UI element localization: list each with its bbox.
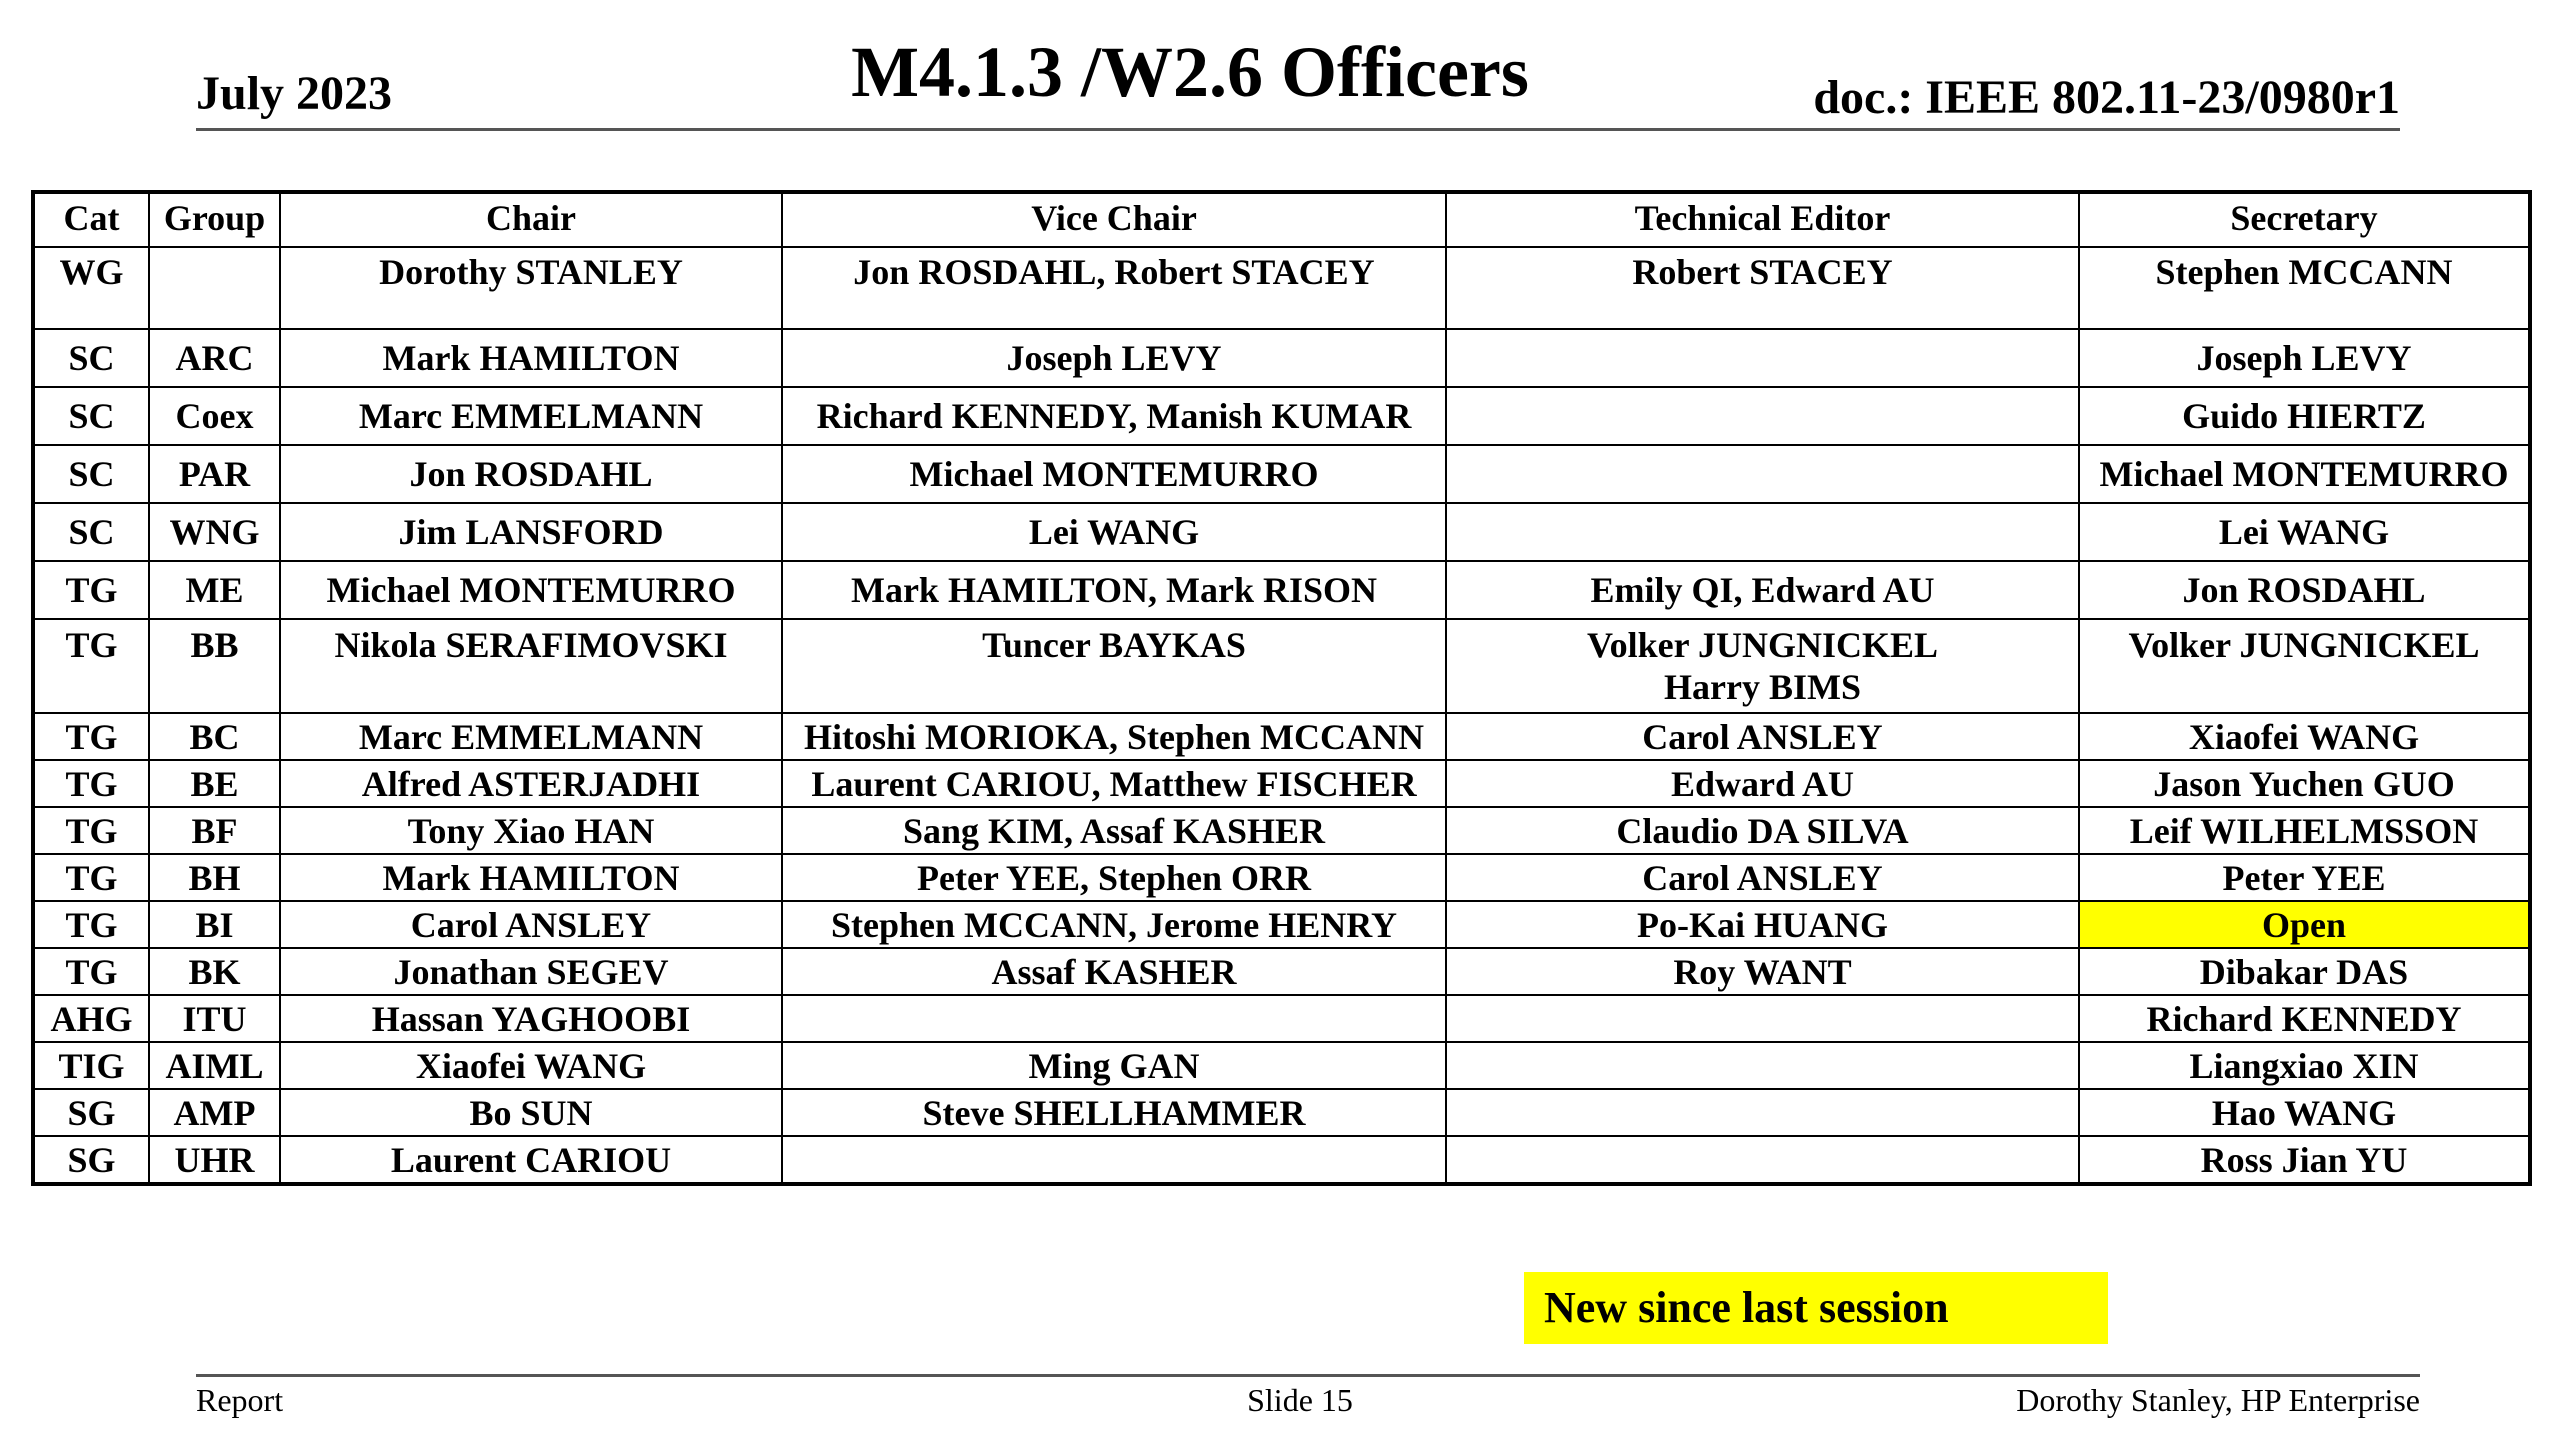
cell-vice-chair: Steve SHELLHAMMER [782,1089,1446,1136]
cell-group: BF [149,807,280,854]
table-row [33,329,2530,387]
cell-chair: Bo SUN [280,1089,782,1136]
cell-cat: SC [33,387,149,445]
table-row [33,387,2530,445]
cell-group: BE [149,760,280,807]
cell-chair: Hassan YAGHOOBI [280,995,782,1042]
table-row [33,1136,2530,1184]
cell-group: Coex [149,387,280,445]
header-divider [196,128,2400,131]
table-row [33,561,2530,619]
cell-vice-chair: Laurent CARIOU, Matthew FISCHER [782,760,1446,807]
cell-group: AMP [149,1089,280,1136]
cell-technical-editor [1446,1089,2079,1136]
cell-technical-editor [1446,1136,2079,1184]
cell-vice-chair [782,1136,1446,1184]
cell-technical-editor: Robert STACEY [1446,247,2079,329]
table-row [33,807,2530,854]
cell-cat: TG [33,854,149,901]
table-row [33,901,2530,948]
cell-vice-chair: Tuncer BAYKAS [782,619,1446,713]
cell-cat: TG [33,561,149,619]
cell-technical-editor: Carol ANSLEY [1446,854,2079,901]
cell-cat: TG [33,619,149,713]
cell-cat: TIG [33,1042,149,1089]
footer-slide-number: Slide 15 [1247,1382,1353,1418]
table-row [33,247,2530,329]
cell-chair: Michael MONTEMURRO [280,561,782,619]
cell-group [149,247,280,329]
table-row [33,995,2530,1042]
cell-vice-chair: Sang KIM, Assaf KASHER [782,807,1446,854]
cell-vice-chair: Jon ROSDAHL, Robert STACEY [782,247,1446,329]
cell-chair: Jim LANSFORD [280,503,782,561]
cell-technical-editor: Edward AU [1446,760,2079,807]
cell-technical-editor: Carol ANSLEY [1446,713,2079,760]
cell-secretary-open: Open [2079,901,2530,948]
cell-chair: Nikola SERAFIMOVSKI [280,619,782,713]
table-header-row [33,192,2530,247]
column-header-group: Group [149,192,280,247]
column-header-technical-editor: Technical Editor [1446,192,2079,247]
cell-group: BI [149,901,280,948]
cell-cat: AHG [33,995,149,1042]
cell-technical-editor [1446,995,2079,1042]
cell-cat: SC [33,445,149,503]
cell-chair: Jon ROSDAHL [280,445,782,503]
cell-group: BK [149,948,280,995]
cell-chair: Jonathan SEGEV [280,948,782,995]
cell-secretary: Peter YEE [2079,854,2530,901]
cell-chair: Marc EMMELMANN [280,713,782,760]
cell-chair: Tony Xiao HAN [280,807,782,854]
cell-secretary: Joseph LEVY [2079,329,2530,387]
cell-chair: Mark HAMILTON [280,329,782,387]
cell-technical-editor: Roy WANT [1446,948,2079,995]
cell-vice-chair: Peter YEE, Stephen ORR [782,854,1446,901]
cell-cat: SC [33,329,149,387]
cell-secretary: Jason Yuchen GUO [2079,760,2530,807]
footer-author: Dorothy Stanley, HP Enterprise [2016,1382,2420,1418]
cell-group: UHR [149,1136,280,1184]
cell-group: BC [149,713,280,760]
cell-technical-editor: Emily QI, Edward AU [1446,561,2079,619]
cell-vice-chair: Assaf KASHER [782,948,1446,995]
cell-secretary: Leif WILHELMSSON [2079,807,2530,854]
table-row [33,713,2530,760]
column-header-vice-chair: Vice Chair [782,192,1446,247]
cell-chair: Marc EMMELMANN [280,387,782,445]
cell-technical-editor [1446,503,2079,561]
footer-report: Report [196,1382,284,1418]
officers-table [31,190,2532,1186]
cell-secretary: Liangxiao XIN [2079,1042,2530,1089]
cell-vice-chair: Michael MONTEMURRO [782,445,1446,503]
table-row [33,1042,2530,1089]
cell-technical-editor [1446,619,2079,713]
cell-vice-chair [782,995,1446,1042]
cell-cat: SG [33,1089,149,1136]
cell-vice-chair: Lei WANG [782,503,1446,561]
document-id: doc.: IEEE 802.11-23/0980r1 [1813,71,2400,124]
column-header-secretary: Secretary [2079,192,2530,247]
cell-technical-editor [1446,329,2079,387]
cell-vice-chair: Richard KENNEDY, Manish KUMAR [782,387,1446,445]
cell-cat: TG [33,901,149,948]
table-row [33,948,2530,995]
cell-secretary: Volker JUNGNICKEL [2079,619,2530,713]
cell-vice-chair: Mark HAMILTON, Mark RISON [782,561,1446,619]
footer-divider [196,1374,2420,1377]
cell-group: BB [149,619,280,713]
column-header-cat: Cat [33,192,149,247]
cell-secretary: Michael MONTEMURRO [2079,445,2530,503]
technical-editor-line-1: Volker JUNGNICKEL [1586,625,1939,665]
cell-cat: TG [33,807,149,854]
cell-secretary: Hao WANG [2079,1089,2530,1136]
cell-chair: Carol ANSLEY [280,901,782,948]
cell-technical-editor [1446,387,2079,445]
cell-chair: Alfred ASTERJADHI [280,760,782,807]
cell-secretary: Xiaofei WANG [2079,713,2530,760]
table-row [33,854,2530,901]
cell-group: PAR [149,445,280,503]
technical-editor-line-2: Harry BIMS [1664,667,1861,707]
cell-secretary: Guido HIERTZ [2079,387,2530,445]
cell-group: WNG [149,503,280,561]
cell-secretary: Ross Jian YU [2079,1136,2530,1184]
cell-cat: SG [33,1136,149,1184]
cell-cat: SC [33,503,149,561]
cell-chair: Mark HAMILTON [280,854,782,901]
table-row [33,619,2530,713]
cell-secretary: Dibakar DAS [2079,948,2530,995]
cell-cat: WG [33,247,149,329]
cell-chair: Laurent CARIOU [280,1136,782,1184]
cell-technical-editor: Po-Kai HUANG [1446,901,2079,948]
cell-cat: TG [33,713,149,760]
cell-group: ARC [149,329,280,387]
cell-vice-chair: Ming GAN [782,1042,1446,1089]
table-row [33,503,2530,561]
cell-technical-editor [1446,1042,2079,1089]
cell-chair: Xiaofei WANG [280,1042,782,1089]
cell-secretary: Stephen MCCANN [2079,247,2530,329]
cell-technical-editor: Claudio DA SILVA [1446,807,2079,854]
cell-vice-chair: Hitoshi MORIOKA, Stephen MCCANN [782,713,1446,760]
cell-chair: Dorothy STANLEY [280,247,782,329]
cell-technical-editor [1446,445,2079,503]
cell-vice-chair: Stephen MCCANN, Jerome HENRY [782,901,1446,948]
cell-cat: TG [33,948,149,995]
cell-group: ME [149,561,280,619]
cell-group: AIML [149,1042,280,1089]
slide-date: July 2023 [196,67,393,120]
table-row [33,445,2530,503]
cell-cat: TG [33,760,149,807]
cell-secretary: Richard KENNEDY [2079,995,2530,1042]
cell-vice-chair: Joseph LEVY [782,329,1446,387]
table-row [33,1089,2530,1136]
column-header-chair: Chair [280,192,782,247]
cell-secretary: Lei WANG [2079,503,2530,561]
new-since-last-session-legend: New since last session [1524,1272,2108,1344]
cell-group: BH [149,854,280,901]
cell-secretary: Jon ROSDAHL [2079,561,2530,619]
table-row [33,760,2530,807]
cell-group: ITU [149,995,280,1042]
slide-title: M4.1.3 /W2.6 Officers [851,32,1529,112]
